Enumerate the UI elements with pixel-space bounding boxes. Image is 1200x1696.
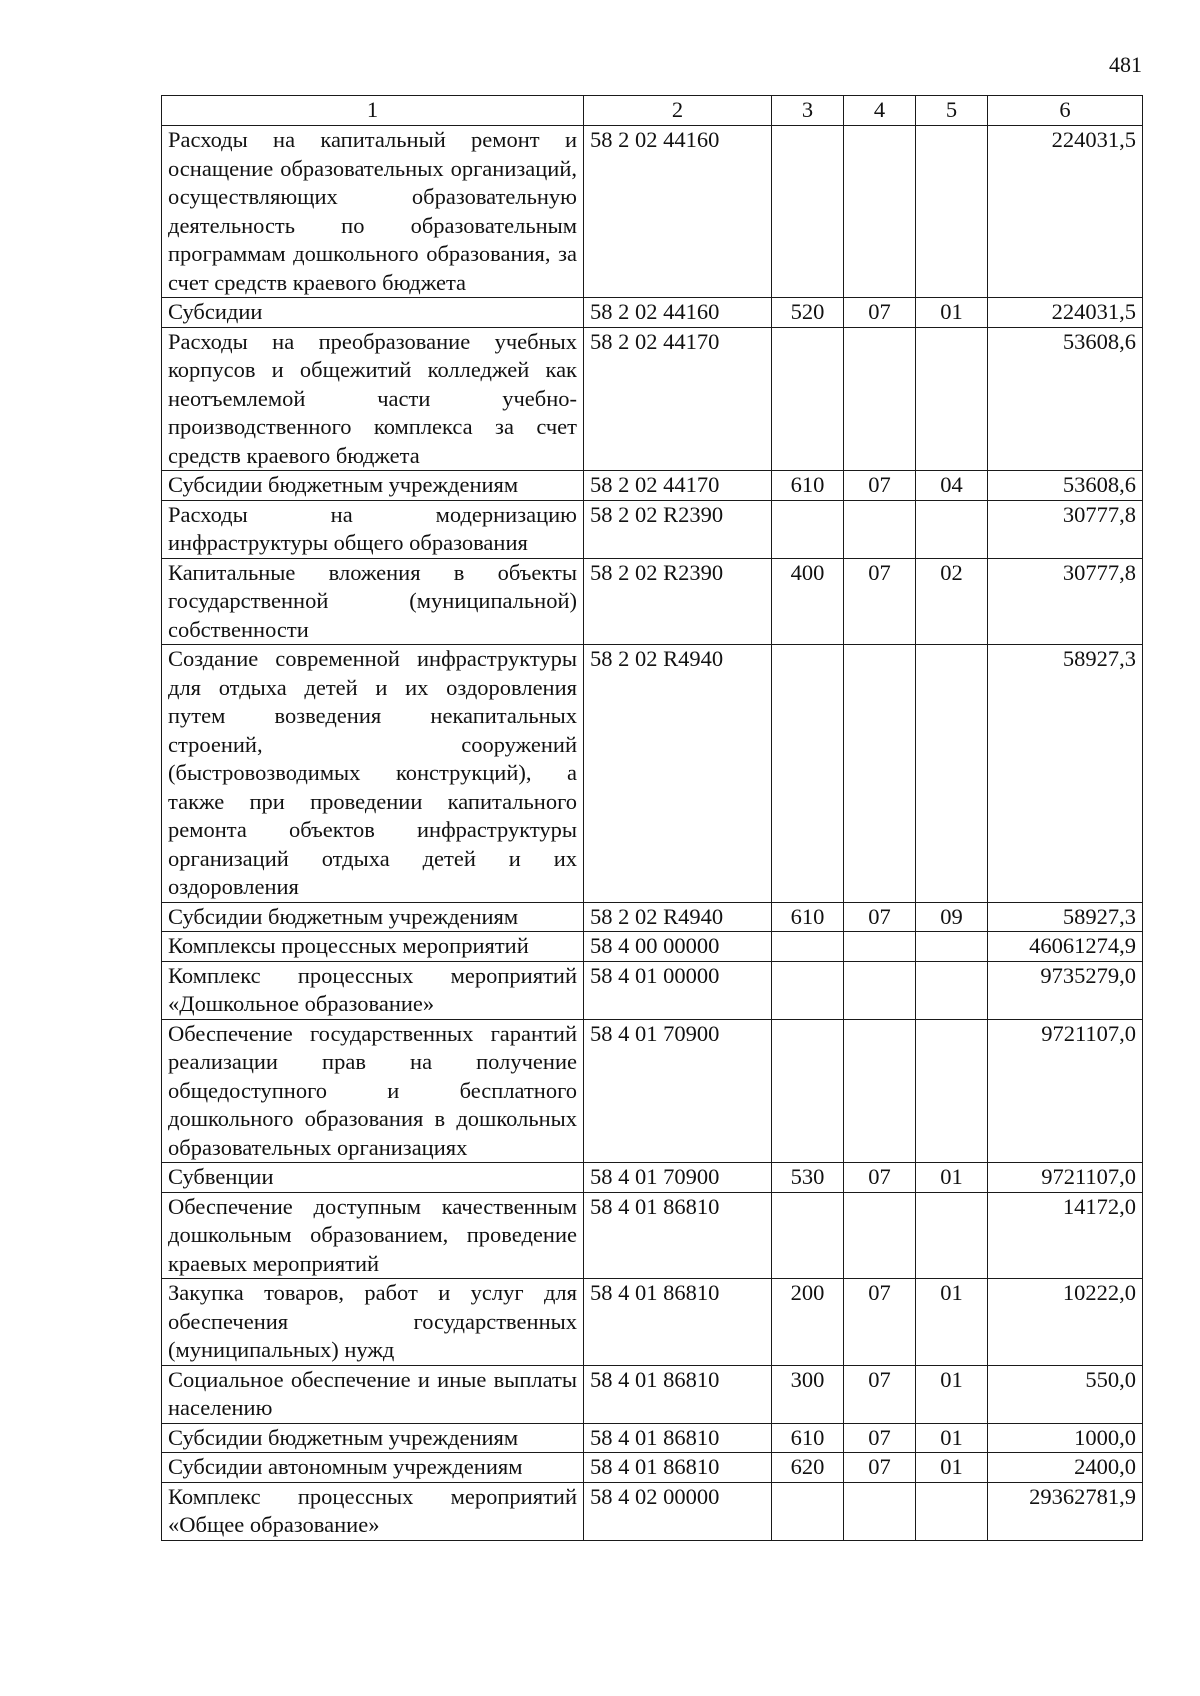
row-col3: 520 [772,298,844,328]
column-header: 6 [988,96,1143,126]
row-col5: 01 [916,1423,988,1453]
table-row [162,298,1143,328]
row-amount: 550,0 [988,1365,1143,1423]
column-header: 1 [162,96,584,126]
row-code: 58 2 02 R4940 [584,902,772,932]
row-col4: 07 [844,298,916,328]
row-col3: 300 [772,1365,844,1423]
table-row [162,932,1143,962]
table-row [162,1423,1143,1453]
row-amount: 224031,5 [988,298,1143,328]
header-row [162,96,1143,126]
row-code: 58 2 02 44160 [584,126,772,298]
row-code: 58 2 02 44160 [584,298,772,328]
table-row [162,558,1143,645]
row-col4: 07 [844,1423,916,1453]
row-col4 [844,126,916,298]
row-name: Обеспечение доступным качественным дошкольным образованием, проведение краевых мероприятий [162,1192,584,1279]
row-code: 58 4 01 00000 [584,961,772,1019]
row-col5: 01 [916,298,988,328]
row-col4 [844,932,916,962]
row-col3 [772,932,844,962]
row-amount: 46061274,9 [988,932,1143,962]
row-col3 [772,500,844,558]
row-amount: 29362781,9 [988,1482,1143,1540]
row-name: Комплекс процессных мероприятий «Общее образование» [162,1482,584,1540]
row-col4 [844,1482,916,1540]
row-code: 58 4 02 00000 [584,1482,772,1540]
table-row [162,1192,1143,1279]
row-amount: 58927,3 [988,902,1143,932]
column-header: 5 [916,96,988,126]
row-col3: 200 [772,1279,844,1366]
row-col3: 610 [772,471,844,501]
table-row [162,1365,1143,1423]
row-amount: 2400,0 [988,1453,1143,1483]
row-col4 [844,1019,916,1163]
row-code: 58 4 01 86810 [584,1279,772,1366]
table-row [162,500,1143,558]
row-col5 [916,961,988,1019]
row-code: 58 2 02 44170 [584,327,772,471]
row-col4: 07 [844,1163,916,1193]
table-row [162,902,1143,932]
row-col5: 01 [916,1365,988,1423]
row-code: 58 2 02 R2390 [584,500,772,558]
row-col3 [772,645,844,903]
row-code: 58 2 02 44170 [584,471,772,501]
row-name: Субсидии [162,298,584,328]
row-code: 58 4 01 86810 [584,1453,772,1483]
column-header: 4 [844,96,916,126]
row-col3: 620 [772,1453,844,1483]
row-amount: 58927,3 [988,645,1143,903]
row-amount: 9721107,0 [988,1163,1143,1193]
column-header: 3 [772,96,844,126]
row-col3: 610 [772,902,844,932]
row-amount: 14172,0 [988,1192,1143,1279]
row-col4: 07 [844,1453,916,1483]
row-col3: 400 [772,558,844,645]
row-col5 [916,1482,988,1540]
row-name: Комплекс процессных мероприятий «Дошкольное образование» [162,961,584,1019]
row-code: 58 4 01 70900 [584,1019,772,1163]
row-amount: 9735279,0 [988,961,1143,1019]
table-row [162,327,1143,471]
row-amount: 1000,0 [988,1423,1143,1453]
row-code: 58 2 02 R4940 [584,645,772,903]
table-row [162,126,1143,298]
row-name: Капитальные вложения в объекты государственной (муниципальной) собственности [162,558,584,645]
row-col5: 01 [916,1453,988,1483]
row-col3 [772,961,844,1019]
row-col5 [916,1192,988,1279]
row-col4: 07 [844,558,916,645]
row-col5: 01 [916,1279,988,1366]
row-col4: 07 [844,471,916,501]
row-name: Социальное обеспечение и иные выплаты населению [162,1365,584,1423]
row-col5 [916,645,988,903]
row-amount: 10222,0 [988,1279,1143,1366]
row-col4: 07 [844,902,916,932]
row-name: Комплексы процессных мероприятий [162,932,584,962]
row-col4 [844,327,916,471]
row-code: 58 4 01 86810 [584,1423,772,1453]
row-col5 [916,932,988,962]
row-col3: 610 [772,1423,844,1453]
row-code: 58 4 01 86810 [584,1365,772,1423]
row-code: 58 4 01 86810 [584,1192,772,1279]
row-col4: 07 [844,1365,916,1423]
row-col4: 07 [844,1279,916,1366]
column-header: 2 [584,96,772,126]
row-name: Субсидии бюджетным учреждениям [162,471,584,501]
row-col3 [772,1482,844,1540]
row-col3 [772,1192,844,1279]
table-row [162,1453,1143,1483]
table-row [162,645,1143,903]
row-code: 58 4 00 00000 [584,932,772,962]
page-number: 481 [1109,52,1142,77]
table-row [162,961,1143,1019]
row-amount: 53608,6 [988,327,1143,471]
row-col4 [844,500,916,558]
row-amount: 9721107,0 [988,1019,1143,1163]
row-col3 [772,1019,844,1163]
row-name: Расходы на модернизацию инфраструктуры общего образования [162,500,584,558]
row-name: Субсидии бюджетным учреждениям [162,902,584,932]
row-col5 [916,126,988,298]
row-col5: 04 [916,471,988,501]
row-name: Расходы на преобразование учебных корпусов и общежитий колледжей как неотъемлемой части учебно-производственного комплекса за счет средств краевого бюджета [162,327,584,471]
table-row [162,1019,1143,1163]
row-name: Создание современной инфраструктуры для отдыха детей и их оздоровления путем возведения некапитальных строений, сооружений (быстровозводимых конструкций), а также при проведении капитального ремонта объектов инфраструктуры организаций отдыха детей и их оздоровления [162,645,584,903]
row-name: Субсидии бюджетным учреждениям [162,1423,584,1453]
row-col4 [844,961,916,1019]
row-amount: 30777,8 [988,558,1143,645]
row-name: Обеспечение государственных гарантий реализации прав на получение общедоступного и бесплатного дошкольного образования в дошкольных образовательных организациях [162,1019,584,1163]
row-amount: 224031,5 [988,126,1143,298]
row-col5 [916,500,988,558]
row-code: 58 4 01 70900 [584,1163,772,1193]
row-name: Субвенции [162,1163,584,1193]
row-col5 [916,327,988,471]
row-col3 [772,126,844,298]
table-row [162,1482,1143,1540]
table-row [162,471,1143,501]
row-col4 [844,1192,916,1279]
row-name: Расходы на капитальный ремонт и оснащение образовательных организаций, осуществляющих образовательную деятельность по образовательным программам дошкольного образования, за счет средств краевого бюджета [162,126,584,298]
row-col5: 02 [916,558,988,645]
row-col3 [772,327,844,471]
budget-table [161,95,1143,1541]
table-row [162,1163,1143,1193]
row-col3: 530 [772,1163,844,1193]
table-row [162,1279,1143,1366]
row-col5 [916,1019,988,1163]
row-col5: 09 [916,902,988,932]
row-col4 [844,645,916,903]
row-name: Субсидии автономным учреждениям [162,1453,584,1483]
row-code: 58 2 02 R2390 [584,558,772,645]
row-col5: 01 [916,1163,988,1193]
row-name: Закупка товаров, работ и услуг для обеспечения государственных (муниципальных) нужд [162,1279,584,1366]
row-amount: 30777,8 [988,500,1143,558]
row-amount: 53608,6 [988,471,1143,501]
